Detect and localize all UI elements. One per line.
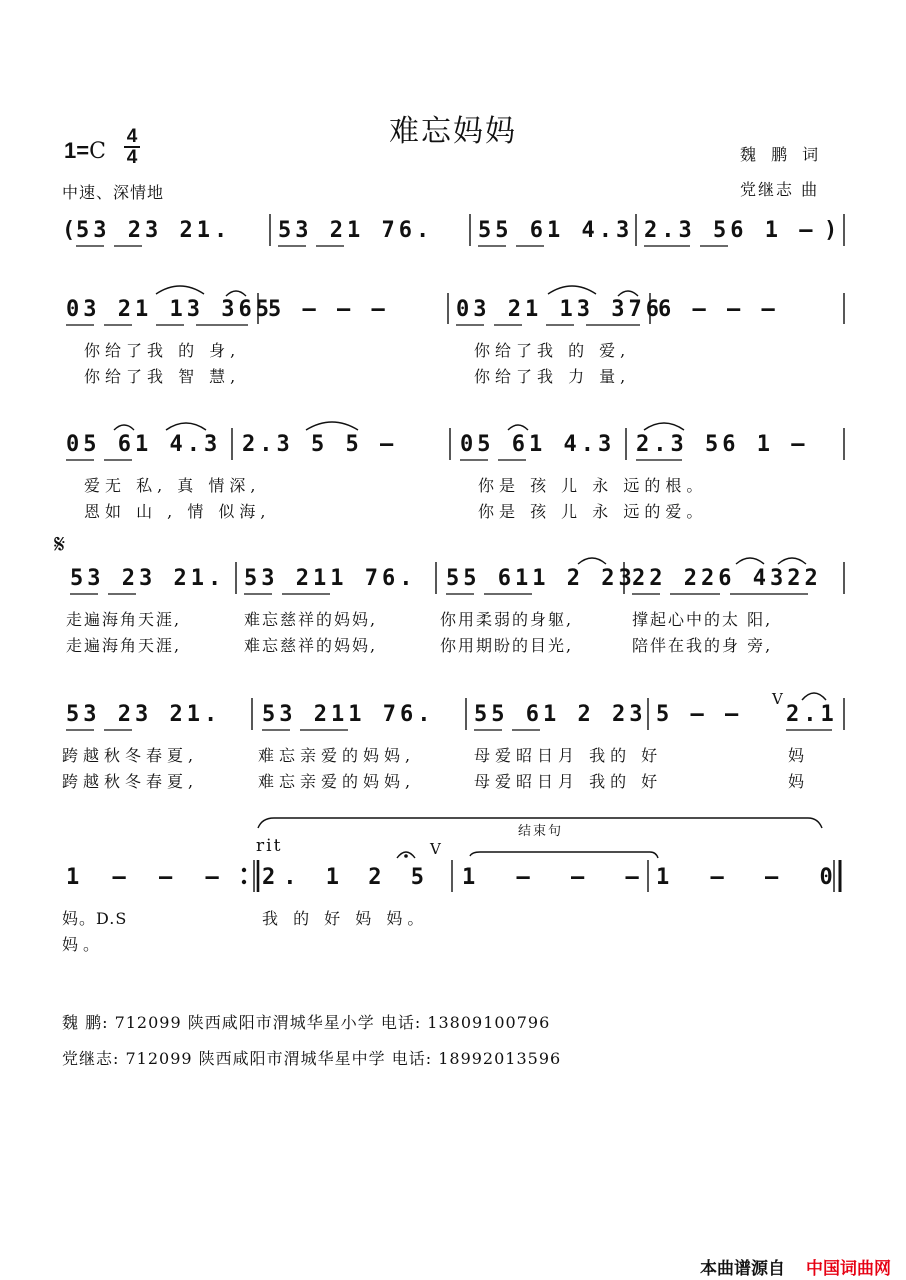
measure-11: 05 61 4.3	[460, 432, 616, 457]
lyric-line: 恩如 山 , 情 似海,	[84, 502, 271, 521]
measure-7: 03 21 13 376	[456, 297, 663, 322]
lyric-line: 难忘慈祥的妈妈,	[244, 636, 378, 655]
lyric-line: 你是 孩 儿 永 远的爱。	[478, 502, 708, 521]
measure-16: 22 226 4322	[632, 566, 822, 591]
lyric-line: 你给了我 智 慧,	[84, 367, 241, 386]
lyric-line: 你是 孩 儿 永 远的根。	[478, 476, 708, 495]
measure-15: 55 611 2 23	[446, 566, 636, 591]
lyric-line: 陪伴在我的身 旁,	[632, 636, 773, 655]
measure-20b: 2.1	[786, 702, 838, 727]
lyric-line: 爱无 私, 真 情深,	[84, 476, 261, 495]
lyric-line: 你用期盼的目光,	[440, 636, 574, 655]
measure-3: 55 61 4.3	[478, 218, 634, 243]
lyric-line: 难忘慈祥的妈妈,	[244, 610, 378, 629]
measure-21: 1 – – –	[66, 865, 229, 890]
lyric-line: 妈	[788, 772, 810, 791]
measure-6: 5 – – –	[268, 297, 389, 322]
measure-20: 5 – –	[656, 702, 743, 727]
measure-19: 55 61 2 23	[474, 702, 647, 727]
measure-14: 53 211 76.	[244, 566, 417, 591]
paren-close: )	[824, 218, 842, 243]
lyric-line: 你给了我 的 爱,	[474, 341, 631, 360]
measure-17: 53 23 21.	[66, 702, 222, 727]
lyric-line: 撑起心中的太 阳,	[632, 610, 773, 629]
time-bottom: 4	[126, 147, 138, 168]
lyric-line: 妈	[788, 746, 810, 765]
segno-icon: 𝄋	[54, 530, 66, 560]
lyric-line: 你给了我 力 量,	[474, 367, 631, 386]
time-signature	[124, 128, 140, 166]
paren-open: (	[62, 218, 80, 243]
breath-mark: V	[430, 840, 441, 858]
source-prefix: 本曲谱源自	[700, 1259, 785, 1279]
breath-mark: V	[772, 690, 783, 708]
measure-9: 05 61 4.3	[66, 432, 222, 457]
measure-1: 53 23 21.	[76, 218, 232, 243]
lyric-line: 难忘亲爱的妈妈,	[258, 746, 416, 765]
measure-2: 53 21 76.	[278, 218, 434, 243]
lyric-line: 妈。D.S	[62, 909, 128, 928]
measure-12: 2.3 56 1 –	[636, 432, 809, 457]
composer-credit: 党继志 曲	[740, 180, 820, 199]
lyric-line: 母爱昭日月 我的 好	[474, 746, 663, 765]
lyricist-credit: 魏 鹏 词	[740, 145, 824, 164]
contact-composer: 党继志: 712099 陕西咸阳市渭城华星中学 电话: 18992013596	[62, 1049, 562, 1068]
measure-10: 2.3 5 5 –	[242, 432, 398, 457]
lyric-line: 走遍海角天涯,	[66, 610, 182, 629]
key-label: 1=	[64, 138, 90, 163]
key-signature	[64, 138, 106, 164]
lyric-line: 我 的 好 妈 妈。	[262, 909, 429, 928]
tempo-marking: 中速、深情地	[62, 183, 165, 202]
song-title: 难忘妈妈	[389, 114, 517, 149]
measure-18: 53 211 76.	[262, 702, 435, 727]
measure-4: 2.3 56 1 –	[644, 218, 817, 243]
measure-5: 03 21 13 365	[66, 297, 273, 322]
lyric-line: 走遍海角天涯,	[66, 636, 182, 655]
measure-22: 2. 1 2 5	[262, 865, 432, 890]
time-top: 4	[126, 126, 138, 147]
lyric-line: 难忘亲爱的妈妈,	[258, 772, 416, 791]
measure-13: 53 23 21.	[70, 566, 226, 591]
measure-24: 1 – – 0	[656, 865, 847, 890]
lyric-line: 你用柔弱的身躯,	[440, 610, 574, 629]
rit-marking: rit	[256, 836, 283, 856]
lyric-line: 跨越秋冬春夏,	[62, 772, 199, 791]
lyric-line: 妈。	[62, 935, 105, 954]
lyric-line: 你给了我 的 身,	[84, 341, 241, 360]
measure-8: 6 – – –	[658, 297, 779, 322]
source-site-link[interactable]: 中国词曲网	[806, 1259, 891, 1279]
lyric-line: 跨越秋冬春夏,	[62, 746, 199, 765]
lyric-line: 母爱昭日月 我的 好	[474, 772, 663, 791]
measure-23: 1 – – –	[462, 865, 653, 890]
key-note: C	[89, 139, 106, 164]
contact-lyricist: 魏 鹏: 712099 陕西咸阳市渭城华星小学 电话: 13809100796	[62, 1013, 551, 1032]
ending-label: 结束句	[518, 824, 564, 839]
